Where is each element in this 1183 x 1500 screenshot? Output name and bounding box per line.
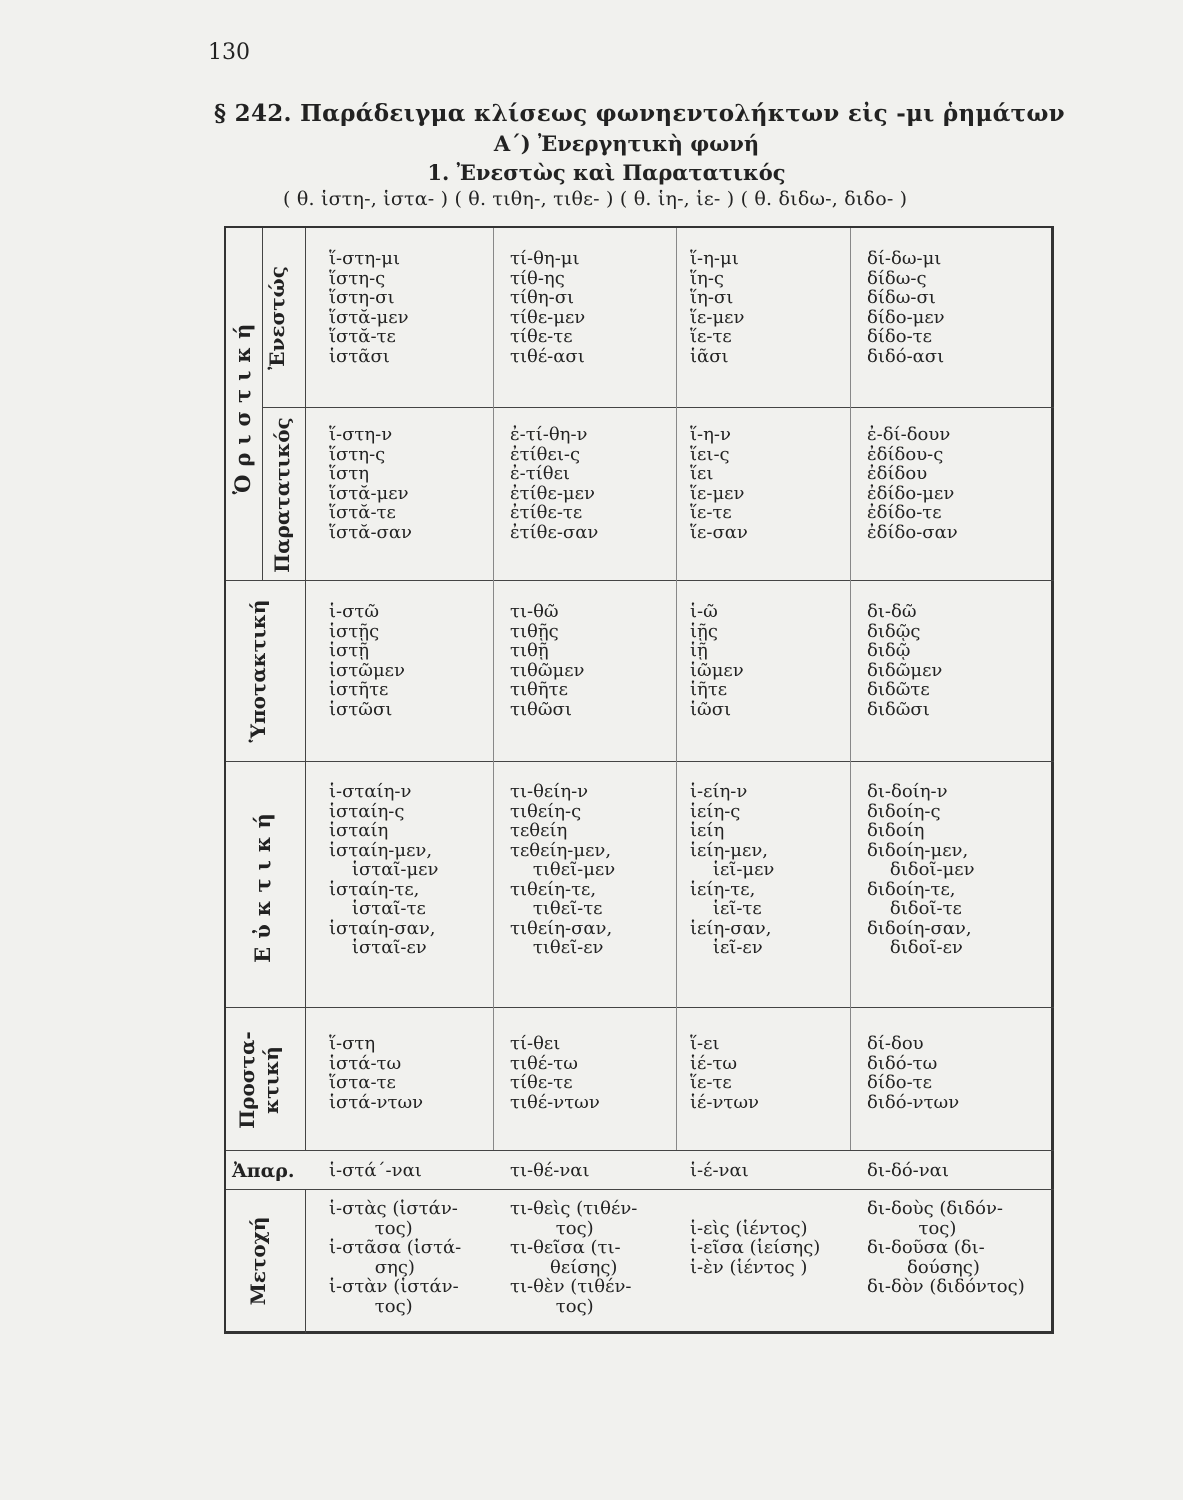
cell-aparemfato-istemi: ἱ-στά΄-ναι — [329, 1160, 422, 1181]
column-divider — [262, 228, 263, 580]
row-divider — [226, 1007, 1054, 1008]
cell-aparemfato-tithemi: τι-θέ-ναι — [510, 1160, 590, 1181]
mood-label-ypotaktiki: Ὑποτακτική — [246, 599, 270, 743]
cell-paratatikos-didomi: ἐ-δί-δουν ἐδίδου-ς ἐδίδου ἐδίδο-μεν ἐδίδο-τε ἐδίδο-σαν — [867, 424, 958, 543]
theme-line: ( θ. ἱστη-, ἱστα- ) ( θ. τιθη-, τιθε- ) ( θ. ἱη-, ἱε- ) ( θ. διδω-, διδο- ) — [283, 188, 908, 210]
mood-label-metochi: Μετοχή — [246, 1216, 270, 1306]
column-divider — [305, 1189, 306, 1333]
cell-prostaktiki-iemi: ἵ-ει ἱέ-τω ἵε-τε ἱέ-ντων — [690, 1033, 759, 1113]
cell-prostaktiki-didomi: δί-δου διδό-τω δίδο-τε διδό-ντων — [867, 1033, 960, 1113]
cell-metochi-iemi: ἱ-εὶς (ἱέντος) ἱ-εῖσα (ἱείσης) ἱ-ὲν (ἱέντος ) — [690, 1217, 821, 1278]
column-divider — [305, 228, 306, 1150]
cell-efktiki-iemi: ἱ-είη-ν ἱείη-ς ἱείη ἱείη-μεν, ἱεῖ-μεν ἱείη-τε, ἱεῖ-τε ἱείη-σαν, ἱεῖ-εν — [690, 781, 775, 958]
cell-enestos-istemi: ἵ-στη-μι ἵστη-ς ἵστη-σι ἵστᾰ-μεν ἵστᾰ-τε ἱστᾶσι — [329, 248, 409, 367]
tense-label-paratatikos: Παρατατικός — [270, 417, 294, 573]
row-divider — [226, 1189, 1054, 1190]
cell-prostaktiki-istemi: ἵ-στη ἱστά-τω ἵστα-τε ἱστά-ντων — [329, 1033, 424, 1113]
cell-paratatikos-tithemi: ἐ-τί-θη-ν ἐτίθει-ς ἐ-τίθει ἐτίθε-μεν ἐτίθε-τε ἐτίθε-σαν — [510, 424, 599, 543]
cell-metochi-didomi: δι-δοὺς (διδόν- τος) δι-δοῦσα (δι- δούσης) δι-δὸν (διδόντος) — [867, 1198, 1025, 1297]
row-divider — [226, 761, 1054, 762]
cell-prostaktiki-tithemi: τί-θει τιθέ-τω τίθε-τε τιθέ-ντων — [510, 1033, 600, 1113]
mood-label-efktiki: Εὐκτική — [250, 805, 275, 963]
cell-ypotaktiki-iemi: ἱ-ῶ ἱῇς ἱῇ ἱῶμεν ἱῆτε ἱῶσι — [690, 601, 744, 720]
cell-ypotaktiki-didomi: δι-δῶ διδῷς διδῷ διδῶμεν διδῶτε διδῶσι — [867, 601, 943, 720]
cell-metochi-istemi: ἱ-στὰς (ἱστάν- τος) ἱ-στᾶσα (ἱστά- σης) ἱ-στὰν (ἱστάν- τος) — [329, 1198, 462, 1317]
tense-label-enestos: Ἐνεστώς — [265, 266, 289, 370]
cell-paratatikos-istemi: ἵ-στη-ν ἵστη-ς ἵστη ἵστᾰ-μεν ἵστᾰ-τε ἵστᾰ-σαν — [329, 424, 412, 543]
cell-enestos-iemi: ἵ-η-μι ἵη-ς ἵη-σι ἵε-μεν ἵε-τε ἱᾶσι — [690, 248, 745, 367]
mood-label-prostaktiki: Προστα- κτική — [235, 1031, 283, 1129]
cell-metochi-tithemi: τι-θεὶς (τιθέν- τος) τι-θεῖσα (τι- θείσης) τι-θὲν (τιθέν- τος) — [510, 1198, 638, 1317]
cell-efktiki-tithemi: τι-θείη-ν τιθείη-ς τεθείη τεθείη-μεν, τιθεῖ-μεν τιθείη-τε, τιθεῖ-τε τιθείη-σαν, τιθεῖ-εν — [510, 781, 616, 958]
cell-efktiki-istemi: ἱ-σταίη-ν ἱσταίη-ς ἱσταίη ἱσταίη-μεν, ἱσταῖ-μεν ἱσταίη-τε, ἱσταῖ-τε ἱσταίη-σαν, ἱσταῖ-εν — [329, 781, 439, 958]
cell-aparemfato-iemi: ἱ-έ-ναι — [690, 1160, 749, 1181]
cell-efktiki-didomi: δι-δοίη-ν διδοίη-ς διδοίη διδοίη-μεν, διδοῖ-μεν διδοίη-τε, διδοῖ-τε διδοίη-σαν, διδοῖ-εν — [867, 781, 975, 958]
mood-label-aparemfato: Ἀπαρ. — [232, 1160, 295, 1182]
tense-heading: 1. Ἐνεστὼς καὶ Παρατατικός — [427, 160, 786, 185]
column-divider — [850, 228, 851, 1150]
cell-ypotaktiki-istemi: ἱ-στῶ ἱστῇς ἱστῇ ἱστῶμεν ἱστῆτε ἱστῶσι — [329, 601, 405, 720]
cell-enestos-tithemi: τί-θη-μι τίθ-ης τίθη-σι τίθε-μεν τίθε-τε τιθέ-ασι — [510, 248, 586, 367]
cell-aparemfato-didomi: δι-δό-ναι — [867, 1160, 949, 1181]
cell-enestos-didomi: δί-δω-μι δίδω-ς δίδω-σι δίδο-μεν δίδο-τε διδό-ασι — [867, 248, 945, 367]
cell-paratatikos-iemi: ἵ-η-ν ἵει-ς ἵει ἵε-μεν ἵε-τε ἵε-σαν — [690, 424, 748, 543]
mood-label-oristiki: Ὁριστική — [230, 315, 255, 495]
cell-ypotaktiki-tithemi: τι-θῶ τιθῇς τιθῇ τιθῶμεν τιθῆτε τιθῶσι — [510, 601, 585, 720]
column-divider — [676, 228, 677, 1150]
voice-heading: Α΄) Ἐνεργητικὴ φωνή — [493, 131, 760, 156]
row-divider — [262, 407, 1054, 408]
row-divider — [226, 580, 1054, 581]
row-divider — [226, 1150, 1054, 1151]
column-divider — [493, 228, 494, 1150]
page-number: 130 — [208, 40, 250, 65]
section-title: § 242. Παράδειγμα κλίσεως φωνηεντολήκτων εἰς -μι ῥημάτων — [214, 100, 1065, 127]
